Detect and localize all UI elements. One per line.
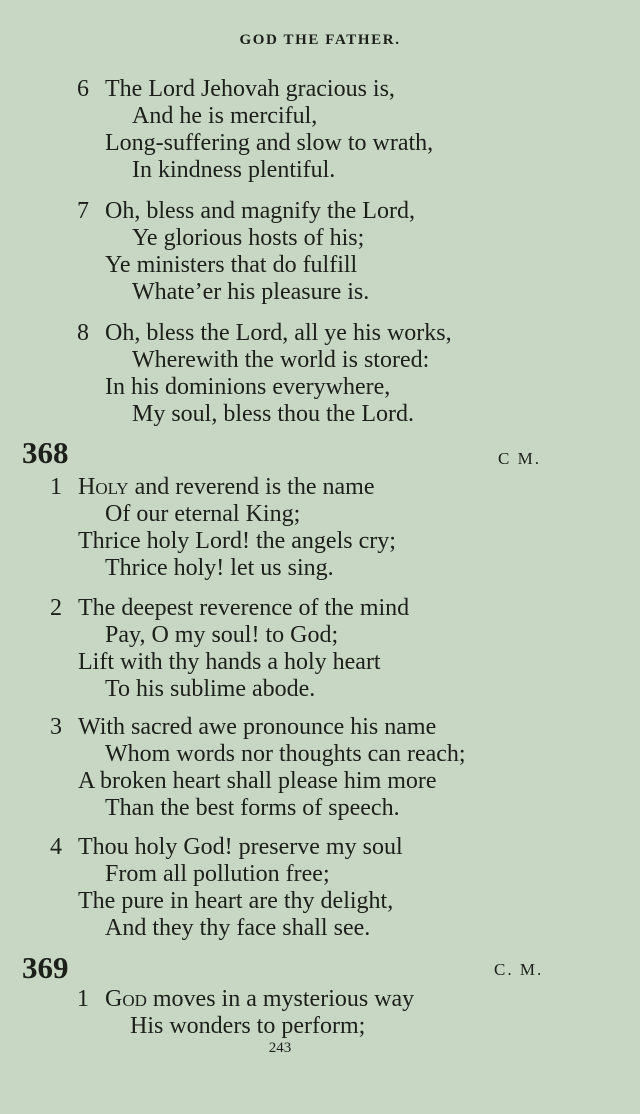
verse-line: Oh, bless the Lord, all ye his works, bbox=[105, 320, 452, 346]
verse-line: A broken heart shall please him more bbox=[78, 768, 437, 794]
hymn-number: 369 bbox=[22, 950, 69, 985]
line-rest: and reverend is the name bbox=[128, 474, 375, 500]
first-word: God bbox=[105, 986, 147, 1012]
stanza-number: 8 bbox=[77, 320, 89, 346]
verse-line: Thou holy God! preserve my soul bbox=[78, 834, 403, 860]
verse-line bbox=[78, 474, 374, 501]
verse-line: The pure in heart are thy delight, bbox=[78, 888, 394, 914]
stanza-number: 6 bbox=[77, 76, 89, 102]
verse-line: Thrice holy! let us sing. bbox=[105, 555, 334, 581]
verse-line: The Lord Jehovah gracious is, bbox=[105, 76, 395, 102]
verse-line: Than the best forms of speech. bbox=[105, 795, 400, 821]
verse-line: To his sublime abode. bbox=[105, 676, 316, 702]
verse-line: Lift with thy hands a holy heart bbox=[78, 649, 381, 675]
stanza-number: 7 bbox=[77, 198, 89, 224]
verse-line: Whom words nor thoughts can reach; bbox=[105, 741, 466, 767]
verse-line: The deepest reverence of the mind bbox=[78, 595, 410, 621]
hymn-meter: C M. bbox=[498, 449, 541, 468]
verse-line: Pay, O my soul! to God; bbox=[105, 622, 339, 648]
page-number: 243 bbox=[268, 1040, 292, 1056]
verse-line: From all pollution free; bbox=[105, 861, 330, 887]
verse-line bbox=[105, 986, 414, 1013]
page-header: GOD THE FATHER. bbox=[239, 32, 401, 48]
verse-line: Ye ministers that do fulfill bbox=[105, 252, 358, 278]
line-rest: moves in a mysterious way bbox=[146, 986, 415, 1012]
stanza-number: 2 bbox=[50, 595, 62, 621]
verse-line: Long-suffering and slow to wrath, bbox=[105, 130, 434, 156]
hymn-meter: C. M. bbox=[494, 960, 544, 979]
stanza-number: 4 bbox=[50, 834, 62, 860]
verse-line: Ye glorious hosts of his; bbox=[132, 225, 365, 251]
verse-line: Whate’er his pleasure is. bbox=[132, 279, 370, 305]
verse-line: Thrice holy Lord! the angels cry; bbox=[78, 528, 396, 554]
verse-line: Wherewith the world is stored: bbox=[132, 347, 430, 373]
verse-line: In kindness plentiful. bbox=[132, 157, 336, 183]
verse-line: Oh, bless and magnify the Lord, bbox=[105, 198, 415, 224]
stanza-number: 1 bbox=[77, 986, 89, 1012]
verse-line: His wonders to perform; bbox=[130, 1013, 366, 1039]
first-word: Holy bbox=[78, 474, 129, 500]
verse-line: In his dominions everywhere, bbox=[105, 374, 391, 400]
stanza-number: 1 bbox=[50, 474, 62, 500]
hymn-number: 368 bbox=[22, 435, 69, 470]
verse-line: And they thy face shall see. bbox=[105, 915, 371, 941]
verse-line: Of our eternal King; bbox=[105, 501, 301, 527]
verse-line: My soul, bless thou the Lord. bbox=[132, 401, 414, 427]
verse-line: With sacred awe pronounce his name bbox=[78, 714, 437, 740]
verse-line: And he is merciful, bbox=[132, 103, 318, 129]
stanza-number: 3 bbox=[50, 714, 62, 740]
